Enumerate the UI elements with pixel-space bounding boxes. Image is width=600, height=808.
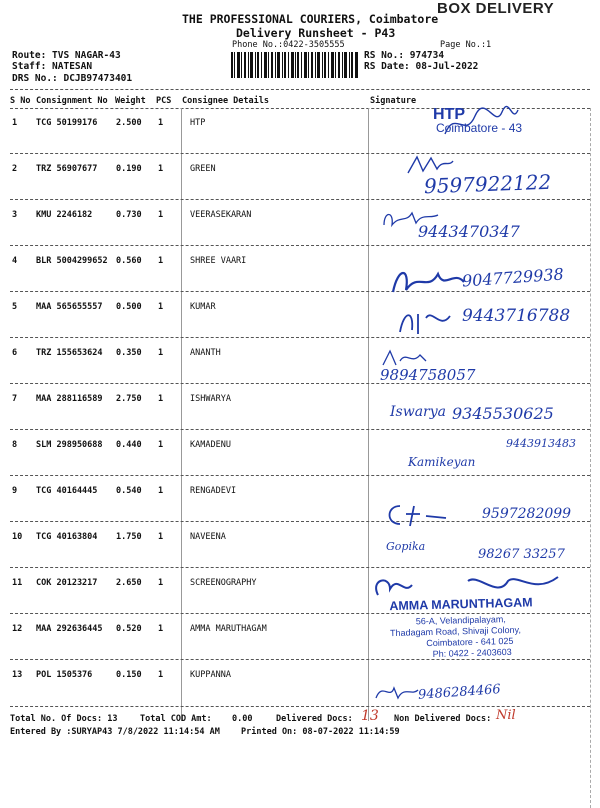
row-5-pcs: 1 [158, 302, 164, 312]
rs-number: RS No.: 974734 [364, 50, 445, 61]
row-2-sno: 2 [12, 164, 18, 174]
row-1-sno: 1 [12, 118, 18, 128]
entered-by: Entered By :SURYAP43 7/8/2022 11:14:54 AM [10, 727, 220, 737]
amma-stamp-name: AMMA MARUNTHAGAM [389, 595, 533, 614]
row-4-signature-scribble [388, 262, 468, 302]
row-9-sno: 9 [12, 486, 18, 496]
row-divider [10, 475, 590, 476]
row-13-consignee: KUPPANNA [190, 670, 231, 680]
col-sep-right [590, 108, 591, 808]
row-12-sno: 12 [12, 624, 23, 634]
row-9-weight: 0.540 [116, 486, 142, 496]
row-8-sno: 8 [12, 440, 18, 450]
row-divider [10, 706, 590, 707]
row-divider [10, 199, 590, 200]
row-1-consignee: HTP [190, 118, 206, 128]
non-delivered-docs-label: Non Delivered Docs: [394, 714, 492, 724]
row-8-phone: 9443913483 [506, 437, 576, 450]
row-10-weight: 1.750 [116, 532, 142, 542]
row-4-consignment: BLR 5004299652 [36, 256, 108, 266]
row-2-phone: 9597922122 [423, 169, 552, 199]
row-10-sno: 10 [12, 532, 23, 542]
row-13-consignment: POL 1505376 [36, 670, 93, 680]
row-1-pcs: 1 [158, 118, 164, 128]
amma-stamp [369, 590, 571, 667]
row-1-signature-scribble [440, 104, 520, 144]
company-name: THE PROFESSIONAL COURIERS, Coimbatore [182, 12, 439, 26]
row-6-consignee: ANANTH [190, 348, 221, 358]
drs-number: DRS No.: DCJB97473401 [12, 73, 133, 84]
row-7-phone: 9345530625 [452, 404, 554, 423]
row-5-phone: 9443716788 [462, 306, 571, 326]
row-10-consignment: TCG 40163804 [36, 532, 98, 542]
row-12-pcs: 1 [158, 624, 164, 634]
total-cod-label: Total COD Amt: [140, 714, 212, 724]
row-13-signature-scribble [372, 680, 422, 704]
row-3-sno: 3 [12, 210, 18, 220]
row-9-phone: 9597282099 [482, 506, 572, 522]
row-2-pcs: 1 [158, 164, 164, 174]
row-divider [10, 429, 590, 430]
row-divider [10, 383, 590, 384]
row-3-weight: 0.730 [116, 210, 142, 220]
row-divider [10, 291, 590, 292]
row-2-weight: 0.190 [116, 164, 142, 174]
barcode [231, 52, 359, 78]
amma-stamp-line2: Thadagam Road, Shivaji Colony, [389, 624, 522, 639]
row-1-stamp-city: Coimbatore - 43 [436, 121, 523, 135]
row-6-weight: 0.350 [116, 348, 142, 358]
row-9-signature-scribble [380, 500, 450, 530]
delivered-docs-value: 13 [361, 708, 379, 724]
row-6-sno: 6 [12, 348, 18, 358]
box-delivery-stamp: BOX DELIVERY [437, 0, 555, 17]
row-4-sno: 4 [12, 256, 18, 266]
row-1-weight: 2.500 [116, 118, 142, 128]
row-13-phone: 9486284466 [417, 682, 502, 703]
row-6-phone: 9894758057 [380, 366, 476, 384]
row-divider [10, 337, 590, 338]
row-6-consignment: TRZ 155653624 [36, 348, 103, 358]
row-7-pcs: 1 [158, 394, 164, 404]
row-13-weight: 0.150 [116, 670, 142, 680]
col-consignee: Consignee Details [182, 96, 269, 106]
row-divider [10, 245, 590, 246]
runsheet-title: Delivery Runsheet - P43 [236, 26, 396, 40]
row-10-name: Gopika [386, 540, 426, 553]
row-5-consignee: KUMAR [190, 302, 216, 312]
row-1-consignment: TCG 50199176 [36, 118, 98, 128]
row-2-consignee: GREEN [190, 164, 216, 174]
row-7-weight: 2.750 [116, 394, 142, 404]
row-12-weight: 0.520 [116, 624, 142, 634]
row-divider [10, 567, 590, 568]
row-6-pcs: 1 [158, 348, 164, 358]
row-7-name: Iswarya [390, 404, 446, 420]
header-divider-top [10, 89, 590, 90]
row-1-stamp-htp: HTP [433, 106, 465, 123]
amma-stamp-line3: Coimbatore - 641 025 [426, 635, 514, 649]
col-weight: Weight [115, 96, 146, 106]
row-8-name: Kamikeyan [408, 455, 476, 469]
row-11-consignee: SCREENOGRAPHY [190, 578, 257, 588]
row-4-weight: 0.560 [116, 256, 142, 266]
row-2-consignment: TRZ 56907677 [36, 164, 98, 174]
row-5-consignment: MAA 565655557 [36, 302, 103, 312]
row-11-consignment: COK 20123217 [36, 578, 98, 588]
row-12-consignment: MAA 292636445 [36, 624, 103, 634]
row-13-sno: 13 [12, 670, 23, 680]
delivered-docs-label: Delivered Docs: [276, 714, 353, 724]
row-10-pcs: 1 [158, 532, 164, 542]
row-3-pcs: 1 [158, 210, 164, 220]
row-4-phone: 9047729938 [461, 264, 565, 291]
row-8-weight: 0.440 [116, 440, 142, 450]
row-4-consignee: SHREE VAARI [190, 256, 247, 266]
row-5-sno: 5 [12, 302, 18, 312]
staff: Staff: NATESAN [12, 61, 93, 72]
row-4-pcs: 1 [158, 256, 164, 266]
row-3-consignee: VEERASEKARAN [190, 210, 252, 220]
total-docs: Total No. Of Docs: 13 [10, 714, 118, 724]
total-cod-value: 0.00 [232, 714, 253, 724]
col-signature: Signature [370, 96, 417, 106]
printed-on: Printed On: 08-07-2022 11:14:59 [241, 727, 400, 737]
row-7-sno: 7 [12, 394, 18, 404]
amma-stamp-line1: 56-A, Velandipalayam, [415, 614, 506, 627]
col-consignment: Consignment No [36, 96, 108, 106]
row-8-consignment: SLM 298950688 [36, 440, 103, 450]
row-10-consignee: NAVEENA [190, 532, 226, 542]
route: Route: TVS NAGAR-43 [12, 50, 121, 61]
row-11-sno: 11 [12, 578, 23, 588]
row-divider [10, 153, 590, 154]
row-7-consignee: ISHWARYA [190, 394, 231, 404]
col-sno: S No [10, 96, 31, 106]
rs-date: RS Date: 08-Jul-2022 [364, 61, 479, 72]
row-11-weight: 2.650 [116, 578, 142, 588]
row-3-phone: 9443470347 [418, 222, 520, 241]
col-pcs: PCS [156, 96, 172, 106]
non-delivered-docs-value: Nil [496, 708, 516, 723]
amma-stamp-line4: Ph: 0422 - 2403603 [432, 646, 512, 659]
row-5-signature-scribble [396, 304, 456, 340]
row-11-pcs: 1 [158, 578, 164, 588]
page-number: Page No.:1 [440, 40, 492, 50]
row-3-consignment: KMU 2246182 [36, 210, 93, 220]
row-10-phone: 98267 33257 [478, 547, 565, 562]
row-8-consignee: KAMADENU [190, 440, 231, 450]
phone-number: Phone No.:0422-3505555 [232, 40, 345, 50]
row-12-consignee: AMMA MARUTHAGAM [190, 624, 267, 634]
row-9-consignment: TCG 40164445 [36, 486, 98, 496]
row-9-pcs: 1 [158, 486, 164, 496]
row-7-consignment: MAA 288116589 [36, 394, 103, 404]
row-5-weight: 0.500 [116, 302, 142, 312]
row-9-consignee: RENGADEVI [190, 486, 237, 496]
row-13-pcs: 1 [158, 670, 164, 680]
row-8-pcs: 1 [158, 440, 164, 450]
